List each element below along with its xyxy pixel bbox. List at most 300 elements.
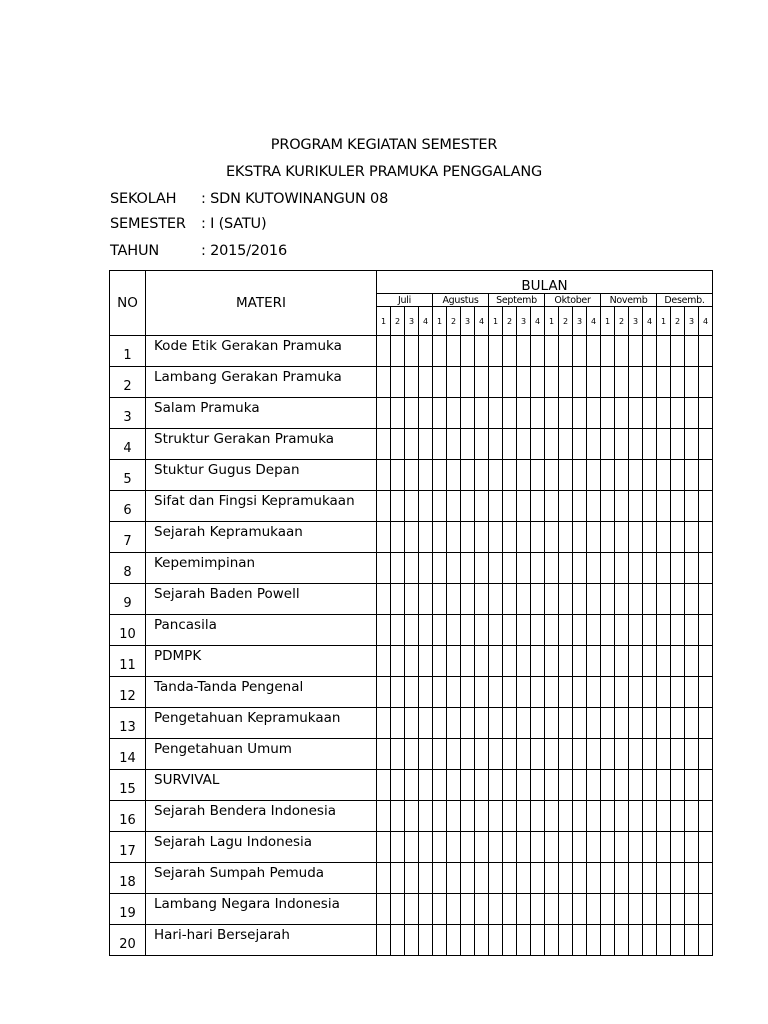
document-subtitle: EKSTRA KURIKULER PRAMUKA PENGGALANG (225, 164, 543, 180)
week-cell (489, 677, 503, 708)
week-cell (489, 708, 503, 739)
week-cell (503, 367, 517, 398)
week-cell (475, 336, 489, 367)
table-row (110, 739, 713, 770)
week-cell (545, 584, 559, 615)
table-row (110, 925, 713, 956)
week-cell (699, 615, 713, 646)
week-cell (517, 925, 531, 956)
week-cell (587, 739, 601, 770)
week-cell (685, 677, 699, 708)
week-cell (615, 708, 629, 739)
week-cell (643, 925, 657, 956)
week-cell (601, 615, 615, 646)
week-cell (657, 398, 671, 429)
week-cell (657, 925, 671, 956)
week-cell (405, 367, 419, 398)
week-cell (391, 522, 405, 553)
table-row (110, 894, 713, 925)
week-cell (587, 925, 601, 956)
week-cell (489, 367, 503, 398)
week-cell (643, 429, 657, 460)
week-cell (391, 894, 405, 925)
week-cell (643, 770, 657, 801)
week-cell (559, 863, 573, 894)
week-cell (391, 739, 405, 770)
week-cell (559, 832, 573, 863)
week-cell (377, 615, 391, 646)
week-cell (629, 770, 643, 801)
week-cell (671, 646, 685, 677)
schedule-table (109, 270, 713, 956)
week-cell (643, 646, 657, 677)
week-cell (447, 801, 461, 832)
table-row (110, 832, 713, 863)
info-label: SEKOLAH (110, 191, 177, 207)
week-header: 1 (377, 307, 391, 336)
week-cell (461, 925, 475, 956)
week-header: 2 (559, 307, 573, 336)
row-materi: Sejarah Sumpah Pemuda (146, 863, 377, 894)
row-materi: Lambang Negara Indonesia (146, 894, 377, 925)
week-cell (601, 491, 615, 522)
week-cell (377, 863, 391, 894)
row-number: 5 (110, 460, 146, 491)
week-cell (461, 460, 475, 491)
week-cell (461, 429, 475, 460)
week-cell (671, 336, 685, 367)
row-number: 13 (110, 708, 146, 739)
week-cell (461, 770, 475, 801)
week-cell (461, 553, 475, 584)
row-materi: Sejarah Lagu Indonesia (146, 832, 377, 863)
week-cell (419, 863, 433, 894)
week-cell (587, 491, 601, 522)
table-row (110, 770, 713, 801)
week-cell (377, 925, 391, 956)
week-cell (587, 367, 601, 398)
week-cell (531, 894, 545, 925)
table-row (110, 646, 713, 677)
week-cell (447, 429, 461, 460)
week-cell (671, 398, 685, 429)
week-header: 4 (643, 307, 657, 336)
week-cell (433, 553, 447, 584)
week-cell (601, 398, 615, 429)
week-cell (615, 894, 629, 925)
info-value: : I (SATU) (201, 216, 267, 232)
week-cell (405, 832, 419, 863)
week-cell (377, 832, 391, 863)
week-cell (643, 398, 657, 429)
week-cell (559, 677, 573, 708)
table-row (110, 801, 713, 832)
week-cell (391, 460, 405, 491)
week-cell (419, 646, 433, 677)
week-cell (699, 460, 713, 491)
week-cell (447, 894, 461, 925)
row-number: 17 (110, 832, 146, 863)
week-cell (587, 832, 601, 863)
week-cell (489, 801, 503, 832)
week-cell (643, 584, 657, 615)
week-cell (475, 832, 489, 863)
table-row (110, 491, 713, 522)
week-cell (699, 739, 713, 770)
week-cell (629, 398, 643, 429)
week-cell (461, 801, 475, 832)
week-cell (419, 708, 433, 739)
week-cell (685, 801, 699, 832)
week-cell (657, 460, 671, 491)
week-cell (433, 615, 447, 646)
table-row (110, 522, 713, 553)
week-cell (685, 584, 699, 615)
week-cell (475, 646, 489, 677)
week-cell (545, 646, 559, 677)
week-cell (461, 832, 475, 863)
week-header: 2 (503, 307, 517, 336)
week-cell (685, 615, 699, 646)
week-cell (629, 863, 643, 894)
week-cell (433, 646, 447, 677)
week-cell (377, 460, 391, 491)
week-cell (559, 646, 573, 677)
week-cell (601, 460, 615, 491)
week-cell (685, 708, 699, 739)
week-cell (643, 522, 657, 553)
week-cell (391, 367, 405, 398)
week-cell (629, 367, 643, 398)
week-cell (671, 522, 685, 553)
week-cell (377, 708, 391, 739)
header-row-1 (110, 271, 713, 294)
week-cell (419, 770, 433, 801)
week-cell (643, 677, 657, 708)
week-cell (643, 553, 657, 584)
week-cell (559, 367, 573, 398)
week-cell (391, 398, 405, 429)
week-cell (699, 770, 713, 801)
week-cell (559, 708, 573, 739)
week-cell (699, 491, 713, 522)
week-cell (699, 801, 713, 832)
week-cell (699, 925, 713, 956)
week-cell (685, 522, 699, 553)
week-cell (517, 863, 531, 894)
week-cell (699, 894, 713, 925)
table-row (110, 615, 713, 646)
week-cell (517, 832, 531, 863)
week-cell (685, 863, 699, 894)
week-cell (601, 708, 615, 739)
week-cell (405, 553, 419, 584)
week-cell (475, 801, 489, 832)
week-cell (629, 522, 643, 553)
week-cell (419, 429, 433, 460)
week-cell (517, 646, 531, 677)
week-cell (503, 677, 517, 708)
week-cell (475, 708, 489, 739)
info-value: : SDN KUTOWINANGUN 08 (201, 191, 389, 207)
table-row (110, 553, 713, 584)
week-cell (475, 367, 489, 398)
row-number: 7 (110, 522, 146, 553)
week-cell (475, 584, 489, 615)
week-cell (489, 553, 503, 584)
week-cell (671, 739, 685, 770)
week-cell (615, 832, 629, 863)
week-cell (503, 863, 517, 894)
week-cell (419, 739, 433, 770)
week-cell (601, 336, 615, 367)
row-materi: Pengetahuan Kepramukaan (146, 708, 377, 739)
week-cell (671, 801, 685, 832)
week-cell (517, 739, 531, 770)
week-cell (573, 615, 587, 646)
week-cell (629, 894, 643, 925)
week-cell (517, 584, 531, 615)
week-cell (475, 491, 489, 522)
week-cell (587, 336, 601, 367)
month-header: Agustus (433, 294, 489, 307)
week-cell (461, 491, 475, 522)
week-cell (391, 553, 405, 584)
week-cell (419, 615, 433, 646)
week-cell (489, 646, 503, 677)
week-cell (489, 398, 503, 429)
week-cell (419, 925, 433, 956)
week-header: 4 (419, 307, 433, 336)
row-number: 20 (110, 925, 146, 956)
week-cell (531, 770, 545, 801)
week-header: 3 (461, 307, 475, 336)
week-cell (685, 770, 699, 801)
week-cell (671, 491, 685, 522)
week-cell (573, 336, 587, 367)
week-cell (489, 832, 503, 863)
week-cell (503, 429, 517, 460)
week-cell (447, 677, 461, 708)
week-cell (405, 429, 419, 460)
row-materi: Kepemimpinan (146, 553, 377, 584)
row-materi: Pengetahuan Umum (146, 739, 377, 770)
week-cell (489, 584, 503, 615)
week-header: 1 (545, 307, 559, 336)
week-cell (489, 615, 503, 646)
week-cell (699, 832, 713, 863)
week-cell (601, 646, 615, 677)
week-header: 3 (573, 307, 587, 336)
week-cell (671, 832, 685, 863)
week-cell (419, 677, 433, 708)
week-cell (531, 801, 545, 832)
week-cell (629, 646, 643, 677)
week-cell (587, 429, 601, 460)
week-cell (419, 398, 433, 429)
week-cell (685, 894, 699, 925)
week-cell (671, 863, 685, 894)
week-cell (615, 925, 629, 956)
week-cell (475, 429, 489, 460)
week-cell (475, 460, 489, 491)
week-cell (475, 894, 489, 925)
week-cell (517, 336, 531, 367)
week-cell (615, 429, 629, 460)
week-cell (559, 615, 573, 646)
week-cell (419, 584, 433, 615)
week-cell (601, 925, 615, 956)
row-number: 1 (110, 336, 146, 367)
week-cell (685, 925, 699, 956)
week-cell (531, 925, 545, 956)
week-cell (517, 398, 531, 429)
week-cell (685, 398, 699, 429)
week-cell (447, 491, 461, 522)
week-cell (503, 925, 517, 956)
week-cell (573, 770, 587, 801)
row-number: 15 (110, 770, 146, 801)
week-cell (391, 336, 405, 367)
table-row (110, 336, 713, 367)
week-cell (685, 832, 699, 863)
week-cell (447, 646, 461, 677)
week-cell (587, 584, 601, 615)
week-cell (447, 925, 461, 956)
week-cell (461, 739, 475, 770)
week-cell (685, 429, 699, 460)
week-cell (461, 708, 475, 739)
week-cell (657, 739, 671, 770)
week-cell (615, 677, 629, 708)
row-materi: PDMPK (146, 646, 377, 677)
week-cell (657, 646, 671, 677)
week-cell (615, 646, 629, 677)
week-cell (629, 925, 643, 956)
row-materi: Hari-hari Bersejarah (146, 925, 377, 956)
week-cell (405, 460, 419, 491)
week-cell (699, 553, 713, 584)
week-cell (699, 646, 713, 677)
week-cell (643, 739, 657, 770)
week-cell (657, 429, 671, 460)
week-cell (629, 801, 643, 832)
week-cell (489, 770, 503, 801)
week-cell (503, 584, 517, 615)
week-cell (405, 925, 419, 956)
week-cell (391, 677, 405, 708)
week-cell (629, 460, 643, 491)
week-cell (657, 584, 671, 615)
week-cell (475, 615, 489, 646)
row-number: 9 (110, 584, 146, 615)
week-cell (489, 429, 503, 460)
week-cell (405, 646, 419, 677)
week-cell (657, 491, 671, 522)
week-cell (405, 894, 419, 925)
week-cell (587, 553, 601, 584)
info-tahun (110, 243, 287, 259)
week-cell (601, 894, 615, 925)
week-cell (531, 584, 545, 615)
week-cell (391, 801, 405, 832)
week-cell (405, 739, 419, 770)
week-cell (545, 708, 559, 739)
week-cell (377, 367, 391, 398)
week-cell (447, 398, 461, 429)
week-cell (615, 801, 629, 832)
week-cell (517, 491, 531, 522)
week-cell (531, 677, 545, 708)
week-cell (405, 801, 419, 832)
week-cell (517, 367, 531, 398)
week-cell (587, 863, 601, 894)
week-cell (587, 522, 601, 553)
week-cell (629, 615, 643, 646)
week-cell (419, 522, 433, 553)
week-cell (629, 677, 643, 708)
week-header: 3 (629, 307, 643, 336)
week-cell (433, 770, 447, 801)
week-cell (573, 522, 587, 553)
week-cell (391, 925, 405, 956)
week-cell (573, 832, 587, 863)
week-cell (643, 336, 657, 367)
week-cell (489, 460, 503, 491)
week-cell (601, 584, 615, 615)
week-cell (447, 584, 461, 615)
week-header: 1 (489, 307, 503, 336)
week-cell (461, 894, 475, 925)
week-cell (643, 832, 657, 863)
table-row (110, 460, 713, 491)
week-cell (391, 491, 405, 522)
week-cell (545, 677, 559, 708)
week-cell (531, 739, 545, 770)
week-cell (587, 646, 601, 677)
week-cell (587, 770, 601, 801)
week-cell (475, 925, 489, 956)
row-materi: Sejarah Kepramukaan (146, 522, 377, 553)
week-cell (419, 491, 433, 522)
week-cell (573, 739, 587, 770)
week-cell (573, 646, 587, 677)
week-cell (475, 770, 489, 801)
week-cell (377, 429, 391, 460)
week-cell (405, 770, 419, 801)
week-cell (657, 677, 671, 708)
week-header: 2 (671, 307, 685, 336)
month-header: Desemb. (657, 294, 713, 307)
row-number: 2 (110, 367, 146, 398)
week-cell (573, 367, 587, 398)
week-cell (601, 367, 615, 398)
week-cell (503, 336, 517, 367)
info-value: : 2015/2016 (201, 243, 287, 259)
week-cell (391, 429, 405, 460)
week-cell (671, 708, 685, 739)
table-row (110, 584, 713, 615)
week-cell (601, 739, 615, 770)
week-header: 2 (391, 307, 405, 336)
week-cell (531, 832, 545, 863)
week-cell (587, 708, 601, 739)
week-cell (503, 739, 517, 770)
week-cell (559, 584, 573, 615)
week-cell (685, 336, 699, 367)
week-cell (587, 677, 601, 708)
week-header: 1 (433, 307, 447, 336)
